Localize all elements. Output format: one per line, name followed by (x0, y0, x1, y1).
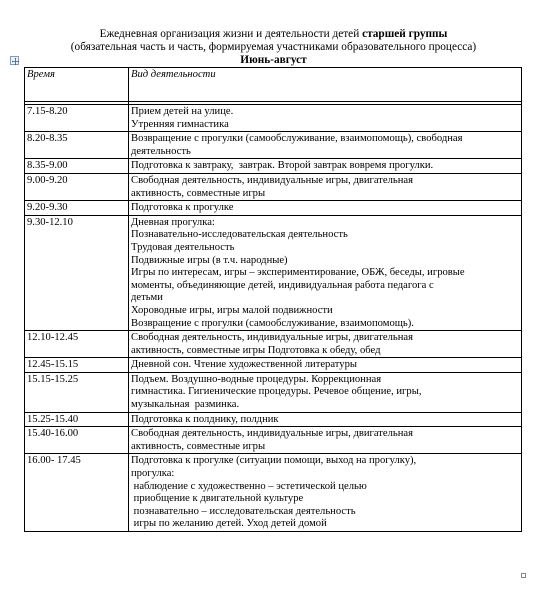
activity-line: моменты, объединяющие детей, индивидуальная работа педагога с (131, 279, 434, 291)
activity-line: детьми (131, 292, 163, 304)
table-move-icon[interactable] (10, 56, 19, 65)
row-time: 15.25-15.40 (25, 412, 129, 427)
activity-line: наблюдение с художественно – эстетической целью (131, 480, 367, 492)
activity-line: прогулка: (131, 468, 175, 480)
header-activity: Вид деятельности (129, 68, 522, 102)
row-activity (129, 454, 522, 532)
schedule-table (24, 67, 522, 532)
activity-line: Возвращение с прогулки (самообслуживание, взаимопомощь). (131, 317, 414, 329)
title-bold: старшей группы (362, 28, 448, 40)
table-row (25, 412, 522, 427)
table-row (25, 105, 522, 132)
activity-line: Подвижные игры (в т.ч. народные) (131, 254, 288, 266)
activity-line: деятельность (131, 145, 191, 157)
row-time: 7.15-8.20 (25, 105, 129, 132)
row-activity (129, 427, 522, 454)
activity-line: Утренняя гимнастика (131, 118, 229, 130)
document-period: Июнь-август (240, 54, 307, 66)
row-time: 16.00- 17.45 (25, 454, 129, 532)
table-row (25, 372, 522, 412)
activity-line: Дневной сон. Чтение художественной литературы (131, 359, 357, 371)
table-body (25, 105, 522, 532)
table-header-row (25, 68, 522, 102)
activity-line: гимнастика. Гигиенические процедуры. Речевое общение, игры, (131, 386, 422, 398)
activity-line: активность, совместные игры Подготовка к обеду, обед (131, 344, 381, 356)
row-time: 15.15-15.25 (25, 372, 129, 412)
activity-line: приобщение к двигательной культуре (131, 493, 304, 505)
row-activity (129, 105, 522, 132)
move-arrows-icon (11, 57, 20, 66)
table-row (25, 201, 522, 216)
row-activity (129, 159, 522, 174)
row-time: 8.20-8.35 (25, 132, 129, 159)
activity-line: Дневная прогулка: (131, 216, 215, 228)
title-prefix: Ежедневная организация жизни и деятельности детей (99, 28, 363, 40)
row-time: 9.00-9.20 (25, 173, 129, 200)
row-activity (129, 201, 522, 216)
table-row (25, 454, 522, 532)
activity-line: Прием детей на улице. (131, 106, 234, 117)
row-activity (129, 173, 522, 200)
row-activity (129, 331, 522, 358)
row-activity (129, 372, 522, 412)
document-title (0, 28, 547, 41)
row-activity (129, 132, 522, 159)
row-time: 9.20-9.30 (25, 201, 129, 216)
row-time: 12.45-15.15 (25, 358, 129, 373)
table-row (25, 427, 522, 454)
activity-line: Свободная деятельность, индивидуальные игры, двигательная (131, 428, 413, 440)
activity-line: Подготовка к полднику, полдник (131, 413, 279, 425)
activity-line: активность, совместные игры (131, 440, 266, 452)
activity-line: Подготовка к прогулке (ситуации помощи, выход на прогулку), (131, 455, 417, 467)
table-resize-icon[interactable] (521, 573, 526, 578)
row-activity (129, 358, 522, 373)
table-row (25, 358, 522, 373)
activity-line: Познавательно-исследовательская деятельность (131, 229, 348, 241)
activity-line: Подъем. Воздушно-водные процедуры. Коррекционная (131, 373, 382, 385)
row-time: 9.30-12.10 (25, 215, 129, 330)
table-row (25, 173, 522, 200)
row-time: 8.35-9.00 (25, 159, 129, 174)
row-time: 12.10-12.45 (25, 331, 129, 358)
document-subtitle: (обязательная часть и часть, формируемая участниками образовательного процесса) (70, 41, 477, 53)
activity-line: познавательно – исследовательская деятельность (131, 505, 356, 517)
row-activity (129, 215, 522, 330)
row-activity (129, 412, 522, 427)
header-time: Время (25, 68, 129, 102)
activity-line: Подготовка к прогулке (131, 202, 234, 214)
activity-line: Подготовка к завтраку, завтрак. Второй завтрак вовремя прогулки. (131, 160, 434, 172)
activity-line: Свободная деятельность, индивидуальные игры, двигательная (131, 174, 413, 186)
activity-line: игры по желанию детей. Уход детей домой (131, 518, 327, 530)
table-row (25, 159, 522, 174)
table-row (25, 331, 522, 358)
activity-line: Хороводные игры, игры малой подвижности (131, 304, 333, 316)
table-row (25, 132, 522, 159)
row-time: 15.40-16.00 (25, 427, 129, 454)
activity-line: Трудовая деятельность (131, 241, 235, 253)
table-row (25, 215, 522, 330)
activity-line: активность, совместные игры (131, 187, 266, 199)
activity-line: музыкальная разминка. (131, 399, 240, 411)
activity-line: Возвращение с прогулки (самообслуживание, взаимопомощь), свободная (131, 133, 463, 145)
activity-line: Свободная деятельность, индивидуальные игры, двигательная (131, 332, 413, 344)
activity-line: Игры по интересам, игры – экспериментирование, ОБЖ, беседы, игровые (131, 267, 465, 279)
